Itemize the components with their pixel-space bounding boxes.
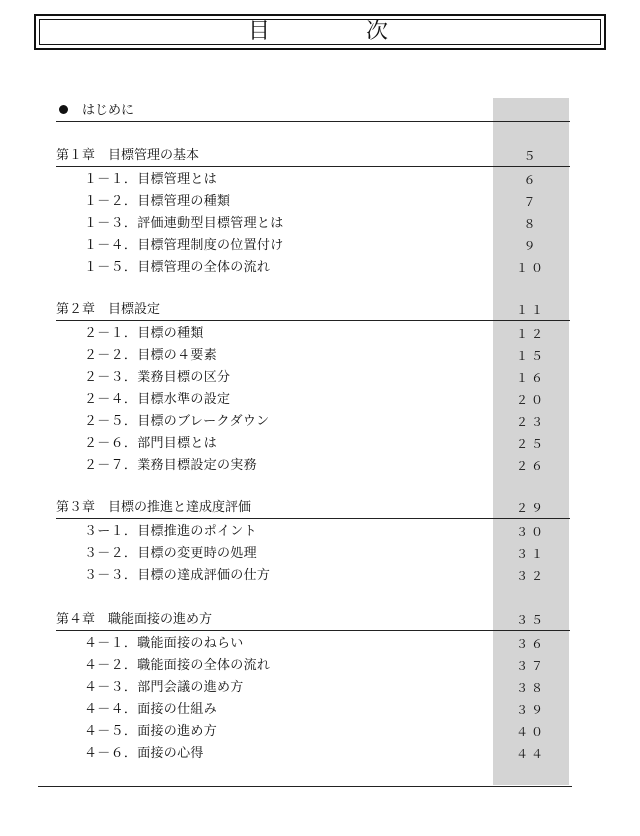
- toc-intro-label: [56, 101, 134, 121]
- chapter-label: 第３章 目標の推進と達成度評価: [56, 500, 252, 515]
- section-page: ６: [523, 173, 539, 187]
- section-page: ７: [523, 195, 539, 209]
- toc-chapter-row[interactable]: [56, 610, 570, 631]
- toc-chapter-row[interactable]: [56, 300, 570, 321]
- section-label: ２－４．目標水準の設定: [84, 392, 231, 407]
- section-label: ２－３．業務目標の区分: [84, 370, 231, 385]
- section-page: ２３: [515, 415, 546, 429]
- toc-section-row[interactable]: [0, 324, 640, 344]
- section-label: ３－３．目標の達成評価の仕方: [84, 568, 271, 583]
- section-label: ３－２．目標の変更時の処理: [84, 546, 257, 561]
- section-label: ４－２．職能面接の全体の流れ: [84, 658, 271, 673]
- toc-section-row[interactable]: [0, 656, 640, 676]
- toc-section-row[interactable]: [0, 634, 640, 654]
- section-page: １０: [515, 261, 546, 275]
- toc-section-row[interactable]: [0, 566, 640, 586]
- section-label: ４－５．面接の進め方: [84, 724, 218, 739]
- toc-section-row[interactable]: [0, 456, 640, 476]
- section-page: ９: [523, 239, 539, 253]
- toc-section-row[interactable]: [0, 390, 640, 410]
- chapter-page: ２９: [515, 501, 546, 515]
- section-page: ３１: [515, 547, 546, 561]
- section-label: ２－６．部門目標とは: [84, 436, 218, 451]
- section-page: ８: [523, 217, 539, 231]
- title-char-2: 次: [366, 19, 389, 44]
- section-label: １－２．目標管理の種類: [84, 194, 231, 209]
- chapter-label: 第２章 目標設定: [56, 302, 161, 317]
- section-page: １６: [515, 371, 546, 385]
- toc-section-row[interactable]: [0, 170, 640, 190]
- chapter-page: １１: [515, 303, 546, 317]
- toc-section-row[interactable]: [0, 236, 640, 256]
- toc-intro-text: はじめに: [82, 103, 135, 118]
- toc-section-row[interactable]: [0, 368, 640, 388]
- toc-section-row[interactable]: [0, 258, 640, 278]
- section-page: ３６: [515, 637, 546, 651]
- section-label: ２－２．目標の４要素: [84, 348, 218, 363]
- toc-section-row[interactable]: [0, 700, 640, 720]
- section-label: １－１．目標管理とは: [84, 172, 218, 187]
- section-label: ２－７．業務目標設定の実務: [84, 458, 257, 473]
- section-page: ２０: [515, 393, 546, 407]
- chapter-page: ３５: [515, 613, 546, 627]
- bullet-icon: [59, 105, 68, 114]
- toc-section-row[interactable]: [0, 412, 640, 432]
- toc-chapter-row[interactable]: [56, 498, 570, 519]
- section-page: ３７: [515, 659, 546, 673]
- chapter-page: ５: [523, 149, 539, 163]
- section-label: ３ー１．目標推進のポイント: [84, 524, 257, 539]
- toc-section-row[interactable]: [0, 522, 640, 542]
- section-label: ４－４．面接の仕組み: [84, 702, 218, 717]
- section-page: １５: [515, 349, 546, 363]
- title-char-1: 目: [248, 19, 271, 44]
- toc-section-row[interactable]: [0, 544, 640, 564]
- toc-section-row[interactable]: [0, 722, 640, 742]
- chapter-label: 第１章 目標管理の基本: [56, 148, 200, 163]
- section-label: １－３．評価連動型目標管理とは: [84, 216, 284, 231]
- section-page: ４０: [515, 725, 546, 739]
- toc-section-row[interactable]: [0, 744, 640, 764]
- bottom-rule: [38, 786, 572, 787]
- section-label: ４－１．職能面接のねらい: [84, 636, 244, 651]
- toc-section-row[interactable]: [0, 434, 640, 454]
- section-page: ３９: [515, 703, 546, 717]
- chapter-label: 第４章 職能面接の進め方: [56, 612, 213, 627]
- toc-chapter-row[interactable]: [56, 146, 570, 167]
- toc-section-row[interactable]: [0, 678, 640, 698]
- section-page: ３２: [515, 569, 546, 583]
- section-page: １２: [515, 327, 546, 341]
- section-page: ２６: [515, 459, 546, 473]
- section-page: ４４: [515, 747, 546, 761]
- section-label: ４－６．面接の心得: [84, 746, 204, 761]
- section-page: ２５: [515, 437, 546, 451]
- section-page: ３８: [515, 681, 546, 695]
- toc-section-row[interactable]: [0, 192, 640, 212]
- toc-intro-row[interactable]: [56, 101, 570, 122]
- section-page: ３０: [515, 525, 546, 539]
- section-label: ２－１．目標の種類: [84, 326, 204, 341]
- toc-section-row[interactable]: [0, 214, 640, 234]
- toc-section-row[interactable]: [0, 346, 640, 366]
- section-label: １－５．目標管理の全体の流れ: [84, 260, 271, 275]
- section-label: ４－３．部門会議の進め方: [84, 680, 244, 695]
- section-label: １－４．目標管理制度の位置付け: [84, 238, 284, 253]
- section-label: ２－５．目標のブレークダウン: [84, 414, 270, 429]
